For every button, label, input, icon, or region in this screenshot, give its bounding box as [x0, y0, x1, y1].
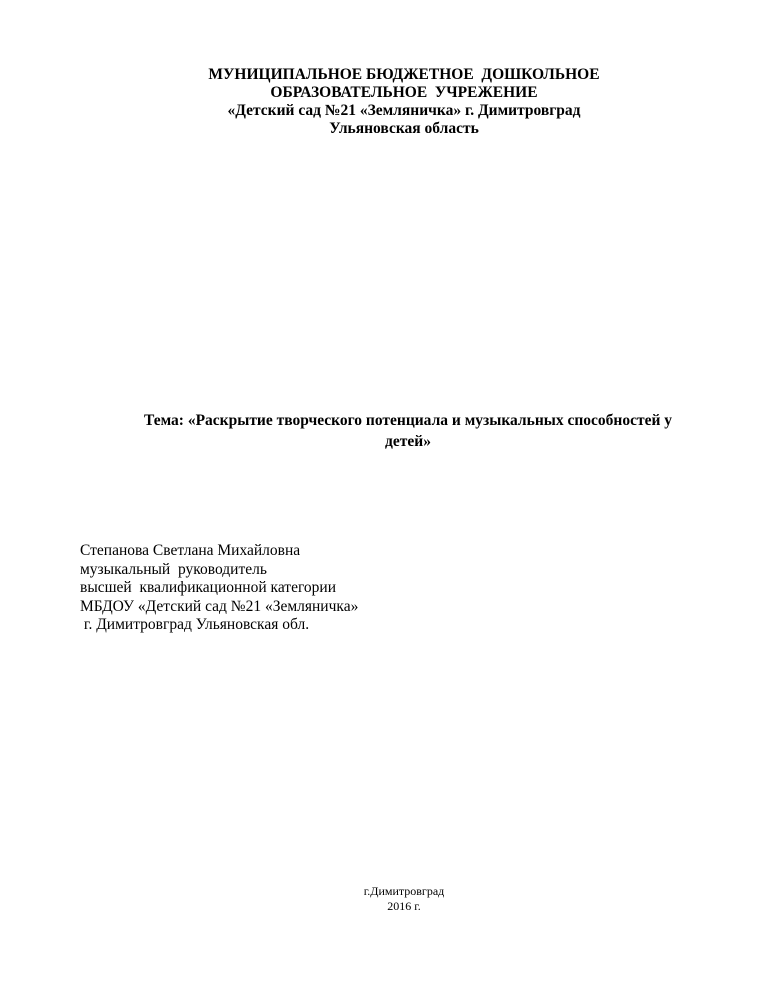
author-name: Степанова Светлана Михайловна: [80, 542, 301, 559]
author-city: г. Димитровград Ульяновская обл.: [80, 616, 310, 633]
footer-city: г.Димитровград: [363, 884, 445, 898]
author-category: высшей квалификационной категории: [80, 579, 337, 596]
document-footer: [0, 884, 768, 914]
header-line-1: МУНИЦИПАЛЬНОЕ БЮДЖЕТНОЕ ДОШКОЛЬНОЕ: [208, 66, 600, 83]
author-block: [80, 542, 500, 635]
institution-header: [0, 66, 768, 138]
footer-year: 2016 г.: [387, 899, 421, 913]
document-topic: [88, 410, 728, 452]
header-line-3: «Детский сад №21 «Земляничка» г. Димитровград: [227, 102, 581, 119]
topic-line-2: детей»: [385, 433, 431, 450]
header-line-4: Ульяновская область: [329, 120, 479, 137]
topic-line-1: Тема: «Раскрытие творческого потенциала и музыкальных способностей у: [143, 412, 673, 429]
author-organization: МБДОУ «Детский сад №21 «Земляничка»: [80, 597, 359, 615]
author-position: музыкальный руководитель: [80, 560, 267, 578]
header-line-2: ОБРАЗОВАТЕЛЬНОЕ УЧРЕЖЕНИЕ: [270, 84, 538, 101]
